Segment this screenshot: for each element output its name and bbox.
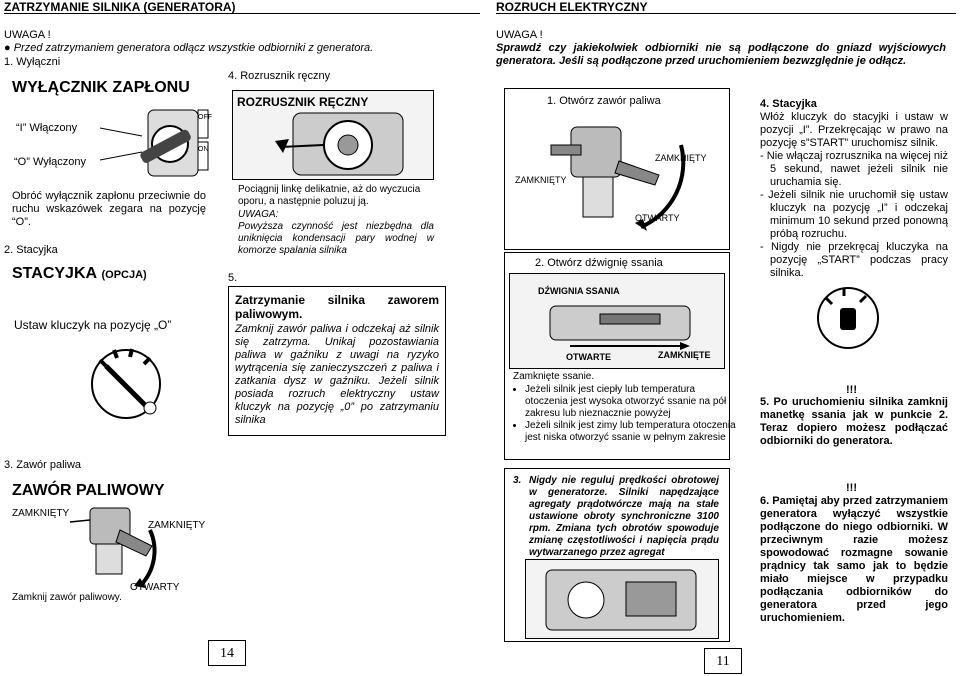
excl-1: !!! [846, 384, 857, 396]
recoil-warning-text: Powyższa czynność jest niezbędna dla uniknięcia kondensacji pary wodnej w komorze spalania silnika [238, 221, 434, 256]
right-step2-box [504, 252, 736, 460]
choke-bullet: • Jeżeli silnik jest ciepły lub temperatura otoczenia jest wysoka otworzyć ssanie na pół zakresu lub nieznacznie powyżej [525, 384, 737, 420]
key-text: Ustaw kluczyk na pozycję „O” [14, 318, 172, 332]
recoil-warning-title: UWAGA: [238, 209, 279, 220]
left-step1: 1. Wyłączni [4, 56, 61, 68]
step5-text: Zamknij zawór paliwa i odczekaj aż silnik się zatrzyma. Unikaj pozostawiania paliwa w gaźniku z uwagi na ryzyko wytrącenia się zanieczyszczeń z paliwa i zatkania dysz w gaźniku. Jeżeli silnik posiada rozruch elektryczny ustaw kluczyk na pozycję „0” po zatrzymaniu silnika [235, 323, 439, 426]
choke-open-label: OTWARTE [566, 352, 611, 362]
key-title [12, 265, 147, 283]
key-title-suffix: (OPCJA) [101, 269, 147, 281]
left-header: ZATRZYMANIE SILNIKA (GENERATORA) [4, 0, 480, 14]
step5-box [228, 286, 446, 436]
choke-bullets [511, 384, 737, 444]
choke-closed-label: ZAMKNIĘTE [658, 350, 711, 360]
excl-2: !!! [846, 482, 857, 494]
choke-lever-drawing [530, 300, 710, 350]
right-step2-title: 2. Otwórz dźwignię ssania [535, 257, 663, 269]
right-warning-text: Sprawdź czy jakiekolwiek odbiorniki nie są podłączone do gniazd wyjściowych generatora. Jeśli są podłączone przed uruchomieniem bezwzględnie je odłącz. [496, 42, 946, 67]
right-step1-title: 1. Otwórz zawór paliwa [547, 95, 661, 107]
right-step3-text: Nigdy nie reguluj prędkości obrotowej w generatorze. Silniki napędzające agregaty prądotwórcze mają na stałe ustawione obroty synchroniczne 3100 rpm. Zmiana tych obrotów spowoduje zmianę częstotliwości i napięcia prądu wytwarzanego przez agregat [529, 475, 719, 558]
ignition-off-mark: OFF [198, 114, 212, 121]
right-step3-box [504, 468, 730, 642]
right-page-number: 11 [704, 648, 742, 674]
step4-bullet-text: Nigdy nie przekręcaj kluczyka na pozycję „START” podczas pracy silnika. [770, 241, 948, 279]
ignition-text: Obróć wyłącznik zapłonu przeciwnie do ruchu wskazówek zegara na pozycję “O”. [12, 190, 206, 228]
left-step2: 2. Stacyjka [4, 244, 58, 256]
fuel-caption: Zamknij zawór paliwowy. [12, 592, 122, 603]
fuel-closed-label-b: ZAMKNIĘTY [148, 520, 206, 531]
left-warning-text: ● Przed zatrzymaniem generatora odłącz wszystkie odbiorniki z generatora. [4, 42, 374, 54]
right-step3-num: 3. [513, 475, 522, 486]
step4-bullet-text: Nie włączaj rozrusznika na więcej niż 5 sekund, nawet jeżeli silnik nie uruchamia się. [766, 150, 948, 188]
step4-bullet: - Nigdy nie przekręcaj kluczyka na pozycję „START” podczas pracy silnika. [760, 241, 948, 279]
key-switch-illustration [86, 336, 166, 426]
step4-bullet-text: Jeżeli silnik nie uruchomił się ustaw kluczyk na pozycję „I” i odczekaj minimum 10 sekund przed ponowną próbą rozruchu. [768, 189, 948, 240]
right-step1-box [504, 88, 730, 250]
recoil-title: ROZRUSZNIK RĘCZNY [237, 95, 369, 109]
right-warning-title: UWAGA ! [496, 29, 543, 41]
right-step6-text: 6. Pamiętaj aby przed zatrzymaniem generatora wyłączyć wszystkie podłączone do niego odbiorniki. W przeciwnym razie możesz spowodować rozmagne sowanie prądnicy tak samo jak to będzie miało miejsce w przypadku podłączania odbiorników do generatora przed jego uruchomieniem. [760, 495, 948, 624]
step5-title: Zatrzymanie silnika zaworem paliwowym. [235, 293, 439, 321]
recoil-engine-drawing [273, 107, 423, 179]
generator-drawing [526, 560, 719, 639]
right-step4-title: 4. Stacyjka [760, 98, 817, 110]
choke-illustration [509, 273, 725, 369]
right-step1-open: OTWARTY [635, 213, 680, 223]
right-header: ROZRUCH ELEKTRYCZNY [496, 0, 956, 14]
ignition-off-label: “O” Wyłączony [14, 156, 87, 168]
left-step3: 3. Zawór paliwa [4, 459, 82, 471]
fuel-closed-label-a: ZAMKNIĘTY [12, 508, 70, 519]
left-page-number: 14 [208, 640, 246, 666]
ignition-title: WYŁĄCZNIK ZAPŁONU [12, 79, 190, 96]
right-step5-text: 5. Po uruchomieniu silnika zamknij manetkę ssania jak w punkcie 2. Teraz dopiero możesz podłączać odbiorniki do generatora. [760, 396, 948, 447]
left-step4: 4. Rozrusznik ręczny [228, 70, 331, 82]
fuel-valve-illustration [60, 500, 170, 590]
right-key-switch-illustration [810, 282, 886, 352]
step4-bullet: - Jeżeli silnik nie uruchomił się ustaw kluczyk na pozycję „I” i odczekaj minimum 10 sekund przed ponowną próbą rozruchu. [760, 189, 948, 240]
right-step4-text: Włóż kluczyk do stacyjki i ustaw w pozycji „I”. Przekręcając w prawo na pozycję s”START” uruchomisz silnik. [760, 111, 948, 149]
fuel-open-label: OTWARTY [130, 582, 180, 593]
right-step1-closed-b: ZAMKNIĘTY [515, 175, 567, 185]
choke-lever-label: DŹWIGNIA SSANIA [538, 286, 620, 296]
left-step5: 5. [228, 272, 238, 284]
recoil-illustration [232, 90, 434, 180]
choke-closed-note: Zamknięte ssanie. [513, 371, 595, 382]
ignition-switch-illustration [100, 96, 210, 186]
fuel-valve-title: ZAWÓR PALIWOWY [12, 482, 165, 499]
key-title-main: STACYJKA [12, 265, 98, 282]
generator-illustration [525, 559, 719, 639]
choke-bullet: • Jeżeli silnik jest zimy lub temperatura otoczenia jest niska otworzyć ssanie w pełnym zakresie [525, 420, 737, 444]
ignition-on-mark: ON [198, 146, 209, 153]
ignition-on-label: “I” Włączony [16, 122, 78, 134]
step4-bullet: - Nie włączaj rozrusznika na więcej niż 5 sekund, nawet jeżeli silnik nie uruchamia się. [760, 150, 948, 188]
right-step1-closed-a: ZAMKNIĘTY [655, 153, 707, 163]
recoil-text: Pociągnij linkę delikatnie, aż do wyczucia oporu, a następnie poluzuj ją. [238, 184, 421, 207]
left-warning-title: UWAGA ! [4, 29, 51, 41]
right-step4-bullets [760, 150, 948, 280]
